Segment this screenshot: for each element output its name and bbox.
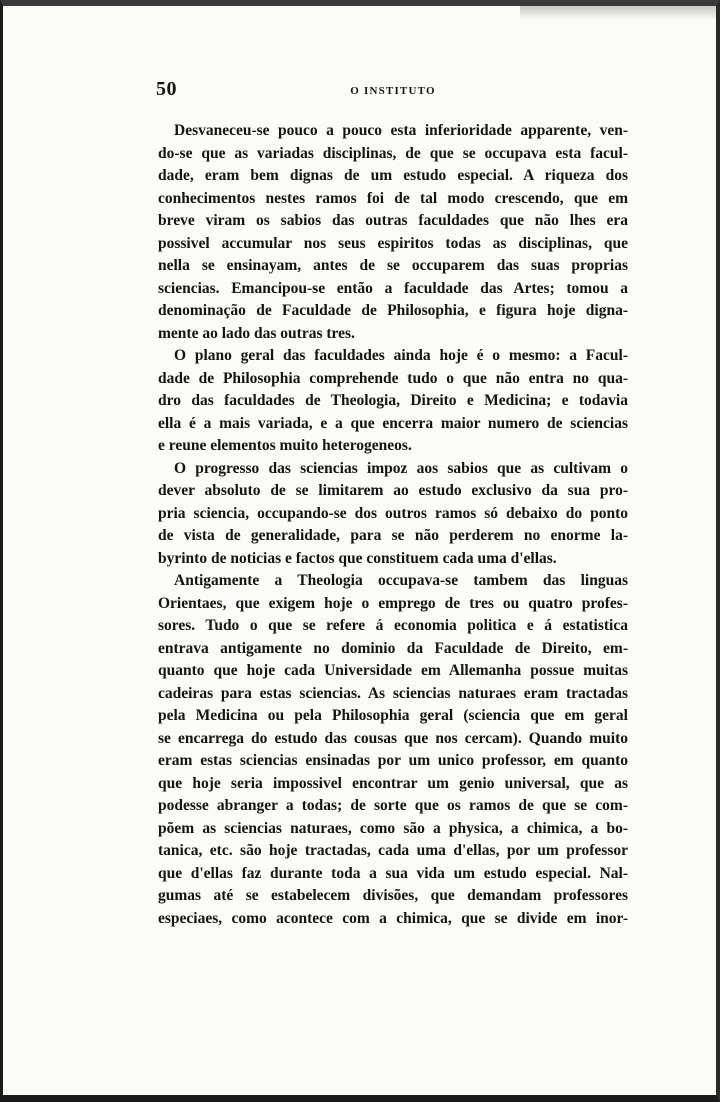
body-text	[158, 120, 628, 930]
text-line: entrava antigamente no dominio da Faculdade de Direito, em-	[158, 639, 628, 657]
text-line: sciencias. Emancipou-se então a faculdade das Artes; tomou a	[158, 279, 628, 297]
text-line: conhecimentos nestes ramos foi de tal modo crescendo, que em	[158, 189, 628, 207]
running-header	[158, 78, 628, 102]
text-line: ella é a mais variada, e a que encerra maior numero de sciencias	[158, 414, 628, 432]
text-line: dade de Philosophia comprehende tudo o que não entra no qua-	[158, 369, 628, 387]
text-line: Orientaes, que exigem hoje o emprego de tres ou quatro profes-	[158, 594, 628, 612]
text-line: cadeiras para estas sciencias. As sciencias naturaes eram tractadas	[158, 684, 628, 702]
text-line: de vista de generalidade, para se não perderem no enorme la-	[158, 527, 628, 544]
text-line: se encarrega do estudo das cousas que nos cercam). Quando muito	[158, 729, 628, 747]
text-line: sores. Tudo o que se refere á economia politica e á estatistica	[158, 617, 628, 634]
paragraph-3	[158, 458, 628, 571]
text-line: do-se que as variadas disciplinas, de que se occupava esta facul-	[158, 144, 628, 162]
text-line: põem as sciencias naturaes, como são a physica, a chimica, a bo-	[158, 819, 628, 837]
text-line: possivel accumular nos seus espiritos todas as disciplinas, que	[158, 234, 628, 252]
text-line: O plano geral das faculdades ainda hoje é o mesmo: a Facul-	[174, 347, 628, 364]
paragraph-4	[158, 570, 628, 930]
text-line: Desvaneceu-se pouco a pouco esta inferioridade apparente, ven-	[174, 122, 628, 139]
text-line: dever absoluto de se limitarem ao estudo exclusivo da sua pro-	[158, 482, 628, 499]
text-line: e reune elementos muito heterogeneos.	[158, 437, 412, 454]
text-line: que hoje seria impossivel encontrar um genio universal, que as	[158, 774, 628, 792]
text-line: mente ao lado das outras tres.	[158, 324, 355, 342]
scan-shadow	[520, 6, 716, 20]
text-line: quanto que hoje cada Universidade em Allemanha possue muitas	[158, 662, 628, 679]
text-line: tanica, etc. são hoje tractadas, cada uma d'ellas, por um professor	[158, 842, 628, 859]
text-line: byrinto de noticias e factos que constituem cada uma d'ellas.	[158, 549, 557, 567]
page-number: 50	[156, 78, 177, 100]
text-line: nella se ensinayam, antes de se occuparem das suas proprias	[158, 257, 628, 274]
text-line: Antigamente a Theologia occupava-se tambem das linguas	[174, 572, 628, 589]
text-line: pria sciencia, occupando-se dos outros ramos só debaixo do ponto	[158, 504, 628, 522]
text-line: pela Medicina ou pela Philosophia geral (sciencia que em geral	[158, 707, 628, 724]
text-line: denominação de Faculdade de Philosophia, e figura hoje digna-	[158, 302, 628, 319]
paragraph-2	[158, 345, 628, 458]
paragraph-1	[158, 120, 628, 345]
text-line: breve viram os sabios das outras faculdades que não lhes era	[158, 212, 628, 229]
text-line: dro das faculdades de Theologia, Direito e Medicina; e todavia	[158, 392, 628, 409]
journal-title: O INSTITUTO	[350, 85, 436, 97]
text-line: podesse abranger a todas; de sorte que os ramos de que se com-	[158, 797, 628, 814]
text-line: especiaes, como acontece com a chimica, que se divide em inor-	[158, 909, 628, 927]
document-page	[158, 78, 628, 930]
text-line: eram estas sciencias ensinadas por um unico professor, em quanto	[158, 752, 628, 769]
text-line: gumas até se estabelecem divisões, que demandam professores	[158, 887, 628, 904]
text-line: dade, eram bem dignas de um estudo especial. A riqueza dos	[158, 167, 628, 184]
text-line: O progresso das sciencias impoz aos sabios que as cultivam o	[174, 459, 628, 477]
text-line: que d'ellas faz durante toda a sua vida um estudo especial. Nal-	[158, 864, 628, 882]
